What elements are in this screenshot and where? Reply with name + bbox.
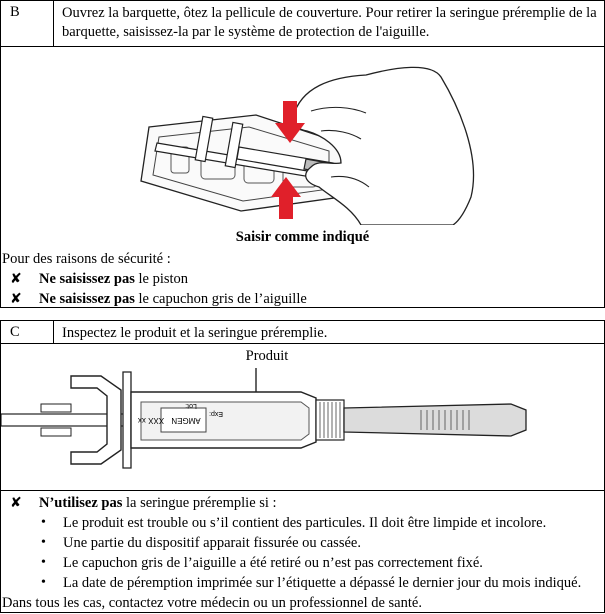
syringe-diagram (1, 344, 604, 491)
tray-syringe-hand-image (1, 47, 604, 225)
list-item: • Une partie du dispositif apparait fissurée ou cassée. (1, 533, 604, 553)
warning-row (1, 269, 604, 289)
product-label: Produit (245, 348, 289, 364)
cross-icon: ✘ (10, 271, 22, 287)
safety-intro: Pour des raisons de sécurité : (2, 251, 171, 267)
figure-caption: Saisir comme indiqué (235, 229, 370, 245)
footer-note: Dans tous les cas, contactez votre médecin ou un professionnel de santé. (2, 595, 422, 611)
list-item: • La date de péremption imprimée sur l’étiquette a dépassé le dernier jour du mois indiqué. (1, 573, 604, 593)
warning-row (1, 289, 604, 309)
warning-text: le piston (134, 271, 189, 287)
step-b-cell (1, 1, 54, 46)
warning-bold: Ne saisissez pas (39, 271, 135, 287)
step-b-letter: B (10, 4, 20, 20)
cross-icon: ✘ (10, 495, 22, 511)
warning-text: le capuchon gris de l’aiguille (134, 291, 307, 307)
step-c-letter: C (10, 324, 20, 340)
syringe-exp-label: Exp: (208, 410, 224, 417)
warning-text: la seringue préremplie si : (122, 495, 277, 511)
step-c-instruction: Inspectez le produit et la seringue préremplie. (62, 325, 328, 341)
syringe-code-label: XXX xx (137, 416, 165, 425)
step-c-header (1, 321, 604, 344)
step-b-header (1, 1, 604, 47)
syringe-lot-label: Lot: (185, 402, 197, 409)
cross-icon: ✘ (10, 291, 22, 307)
list-item: • Le produit est trouble ou s’il contient des particules. Il doit être limpide et incolore. (1, 513, 604, 533)
step-b-instruction: Ouvrez la barquette, ôtez la pellicule de couverture. Pour retirer la seringue préremplie de la barquette, saisissez-la par le système de protection de l'aiguille. (62, 5, 597, 40)
tray-illustration (1, 47, 604, 225)
syringe-brand-label: AMGEN (171, 416, 201, 425)
section-c (0, 320, 605, 613)
prefilled-syringe-image (1, 344, 604, 490)
do-not-use-row (1, 493, 604, 513)
step-c-cell (1, 321, 54, 343)
warning-bold: Ne saisissez pas (39, 291, 135, 307)
list-item: • Le capuchon gris de l’aiguille a été retiré ou n’est pas correctement fixé. (1, 553, 604, 573)
warning-bold: N’utilisez pas (39, 495, 123, 511)
